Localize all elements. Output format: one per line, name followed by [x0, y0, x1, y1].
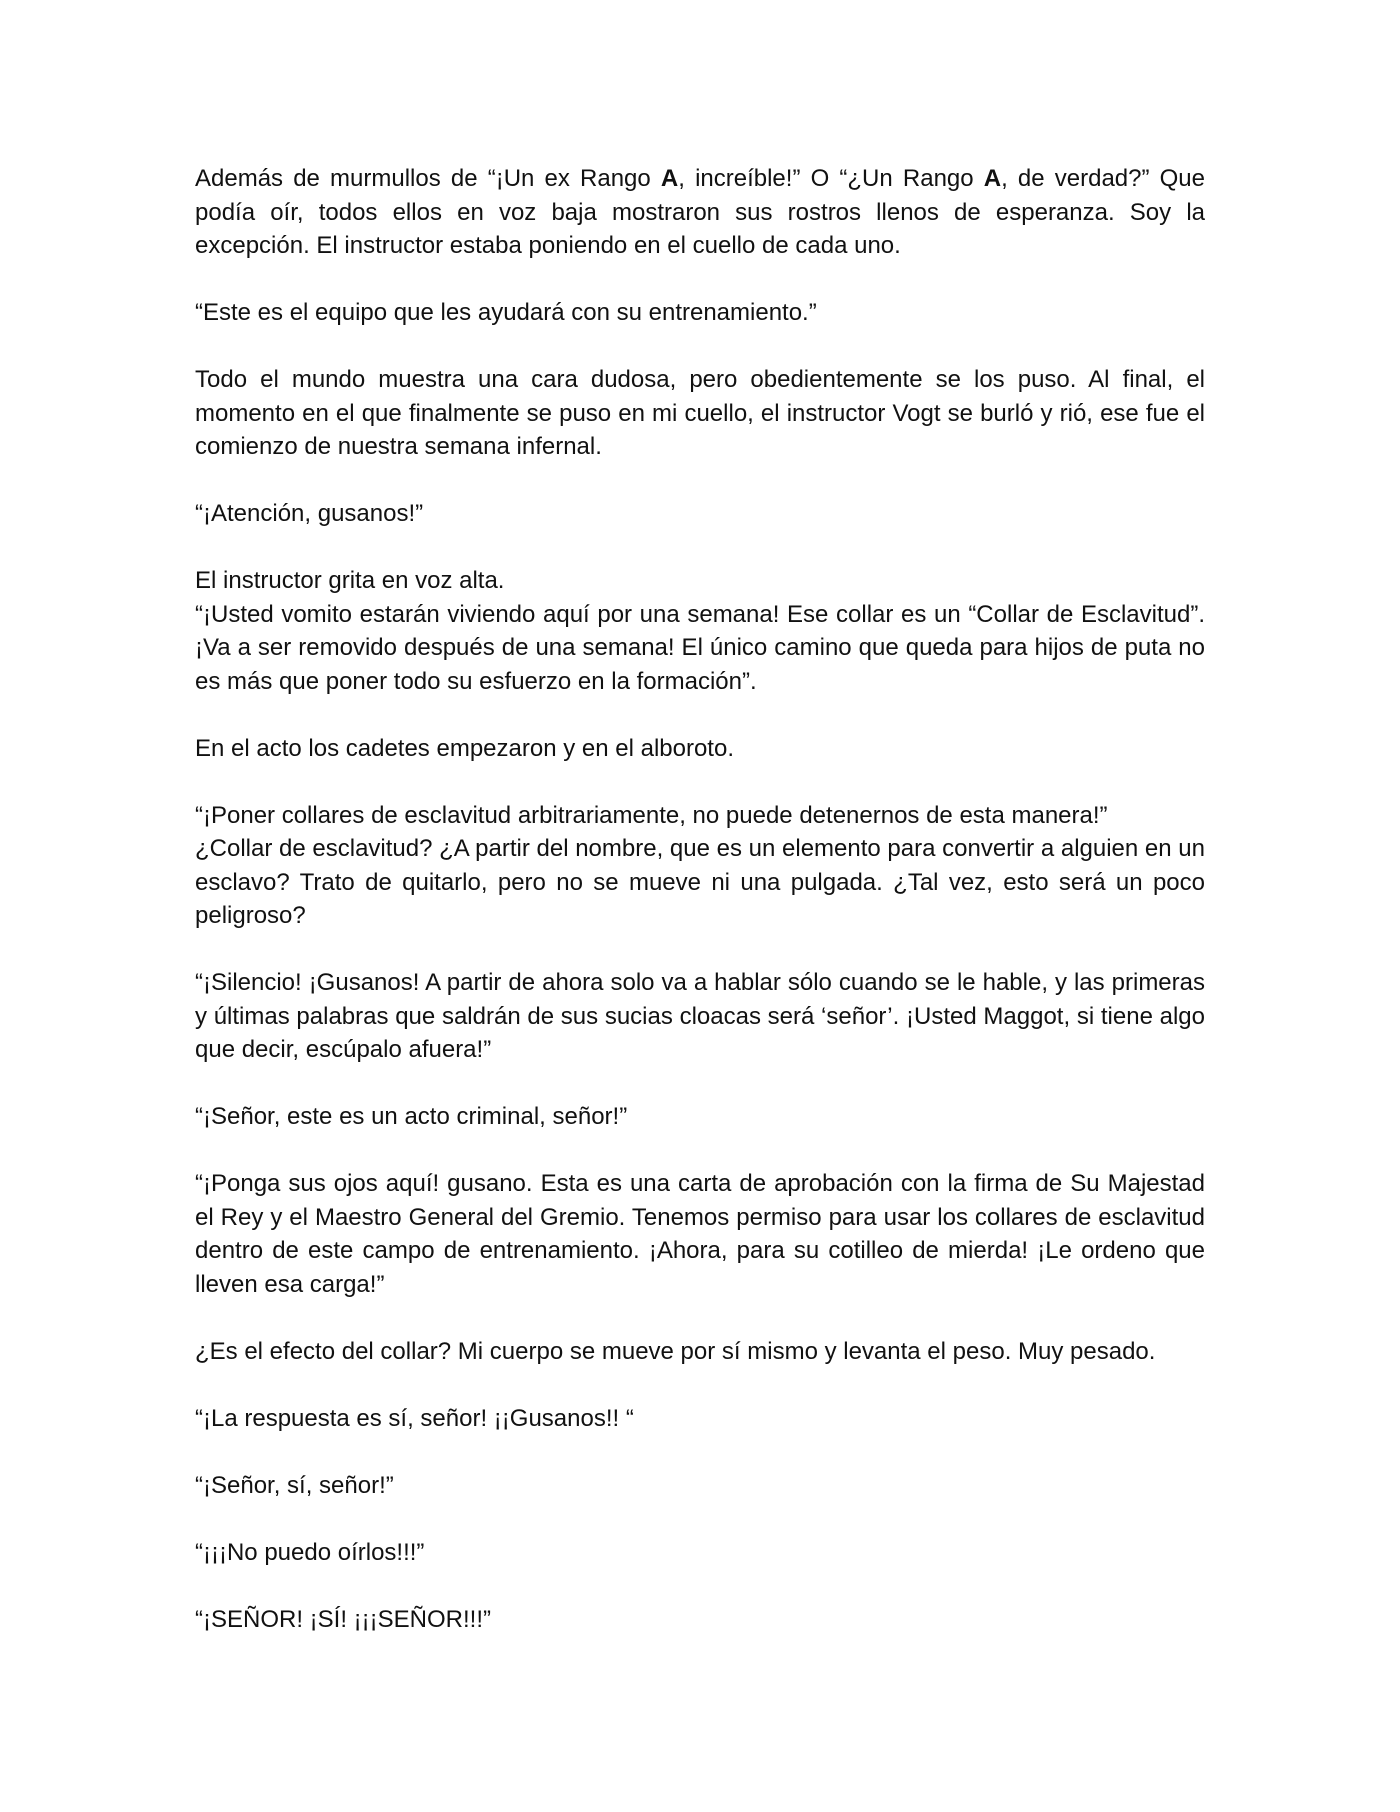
paragraph-1 — [195, 162, 1205, 263]
paragraph-10: “¡Ponga sus ojos aquí! gusano. Esta es una carta de aprobación con la firma de Su Majestad el Rey y el Maestro General del Gremio. Tenemos permiso para usar los collares de esclavitud dentro de este campo de entrenamiento. ¡Ahora, para su cotilleo de mierda! ¡Le ordeno que lleven esa carga!” — [195, 1170, 1205, 1298]
paragraph-5: “¡Usted vomito estarán viviendo aquí por una semana! Ese collar es un “Collar de Esclavitud”. ¡Va a ser removido después de una semana! El único camino que queda para hijos de puta no es más que poner todo su esfuerzo en la formación”. — [195, 600, 1205, 695]
paragraph-11: ¿Es el efecto del collar? Mi cuerpo se mueve por sí mismo y levanta el peso. Muy pesado. — [195, 1337, 1156, 1365]
paragraph-14: “¡¡¡No puedo oírlos!!!” — [195, 1538, 425, 1566]
paragraph-5-intro: El instructor grita en voz alta. — [195, 567, 505, 594]
paragraph-12: “¡La respuesta es sí, señor! ¡¡Gusanos!! “ — [195, 1404, 634, 1432]
paragraph-8: “¡Silencio! ¡Gusanos! A partir de ahora solo va a hablar sólo cuando se le hable, y las primeras y últimas palabras que saldrán de sus sucias cloacas será ‘señor’. ¡Usted Maggot, si tiene algo que decir, escúpalo afuera!” — [195, 969, 1205, 1063]
paragraph-3: Todo el mundo muestra una cara dudosa, pero obedientemente se los puso. Al final, el momento en el que finalmente se puso en mi cuello, el instructor Vogt se burló y rió, ese fue el comienzo de nuestra semana infernal. — [195, 366, 1205, 460]
paragraph-7-quote: “¡Poner collares de esclavitud arbitrariamente, no puede detenernos de esta manera!” — [195, 801, 1108, 829]
paragraph-13: “¡Señor, sí, señor!” — [195, 1471, 394, 1499]
paragraph-6: En el acto los cadetes empezaron y en el alboroto. — [195, 734, 734, 762]
rank-letter-bold: A — [983, 165, 1002, 192]
paragraph-4: “¡Atención, gusanos!” — [195, 500, 424, 527]
paragraph-2: “Este es el equipo que les ayudará con su entrenamiento.” — [195, 299, 817, 326]
paragraph-1-text-a: Además de murmullos de “¡Un ex Rango — [195, 165, 661, 192]
paragraph-1-text-e: , de verdad?” Que podía oír, todos ellos en voz baja mostraron sus rostros llenos de esperanza. Soy la excepción. El instructor estaba poniendo en el cuello de cada uno. — [195, 165, 1206, 259]
paragraph-7: ¿Collar de esclavitud? ¿A partir del nombre, que es un elemento para convertir a alguien en un esclavo? Trato de quitarlo, pero no se mueve ni una pulgada. ¿Tal vez, esto será un poco peligroso? — [195, 835, 1205, 929]
document-page — [195, 162, 1205, 1670]
paragraph-15: “¡SEÑOR! ¡SÍ! ¡¡¡SEÑOR!!!” — [195, 1605, 491, 1633]
paragraph-9: “¡Señor, este es un acto criminal, señor!” — [195, 1103, 628, 1130]
rank-letter-bold: A — [660, 165, 679, 192]
paragraph-1-text-c: , increíble!” O “¿Un Rango — [678, 165, 984, 192]
